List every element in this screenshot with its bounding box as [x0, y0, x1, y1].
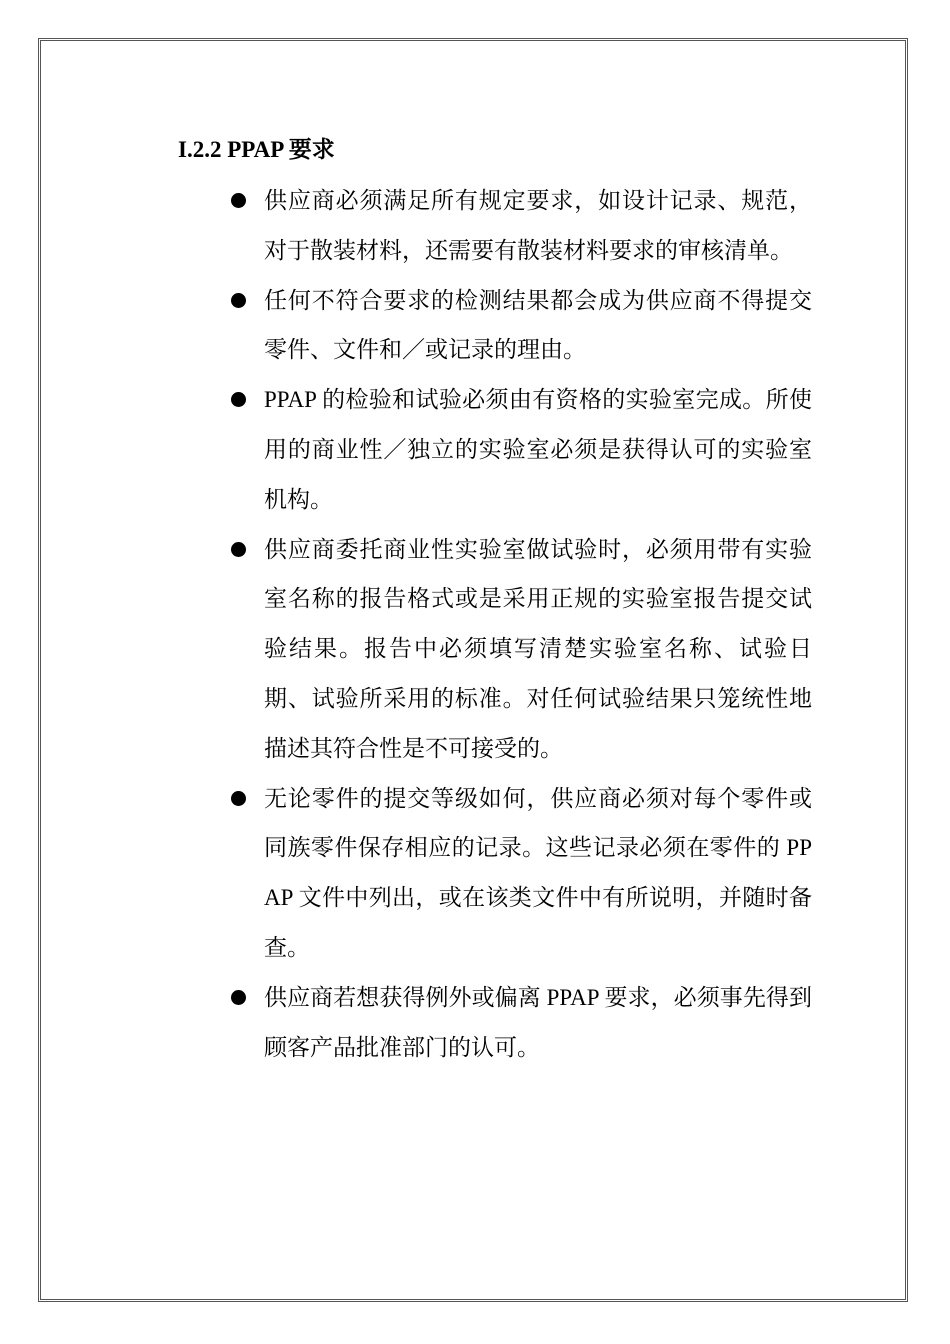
list-item	[228, 276, 828, 376]
list-item	[228, 774, 828, 973]
bullet-icon	[231, 293, 246, 308]
list-item	[228, 973, 828, 1073]
list-item-text: PPAP 的检验和试验必须由有资格的实验室完成。所使用的商业性／独立的实验室必须是获得认可的实验室机构。	[264, 387, 812, 512]
list-item-text: 任何不符合要求的检测结果都会成为供应商不得提交零件、文件和／或记录的理由。	[264, 287, 812, 363]
list-item	[228, 176, 828, 276]
list-item-text: 供应商若想获得例外或偏离 PPAP 要求，必须事先得到顾客产品批准部门的认可。	[264, 984, 812, 1060]
list-item-text: 无论零件的提交等级如何，供应商必须对每个零件或同族零件保存相应的记录。这些记录必须在零件的 PPAP 文件中列出，或在该类文件中有所说明，并随时备查。	[264, 785, 812, 960]
bullet-icon	[231, 193, 246, 208]
bullet-icon	[231, 791, 246, 806]
section-heading: I.2.2 PPAP 要求	[178, 137, 335, 162]
list-item-text: 供应商必须满足所有规定要求，如设计记录、规范，对于散装材料，还需要有散装材料要求的审核清单。	[264, 188, 812, 263]
list-item-text: 供应商委托商业性实验室做试验时，必须用带有实验室名称的报告格式或是采用正规的实验室报告提交试验结果。报告中必须填写清楚实验室名称、试验日期、试验所采用的标准。对任何试验结果只笼统性地描述其符合性是不可接受的。	[264, 536, 812, 761]
bullet-icon	[231, 542, 246, 557]
requirements-list	[228, 176, 828, 1072]
list-item	[228, 375, 828, 524]
bullet-icon	[231, 392, 246, 407]
bullet-icon	[231, 990, 246, 1005]
list-item	[228, 525, 828, 774]
